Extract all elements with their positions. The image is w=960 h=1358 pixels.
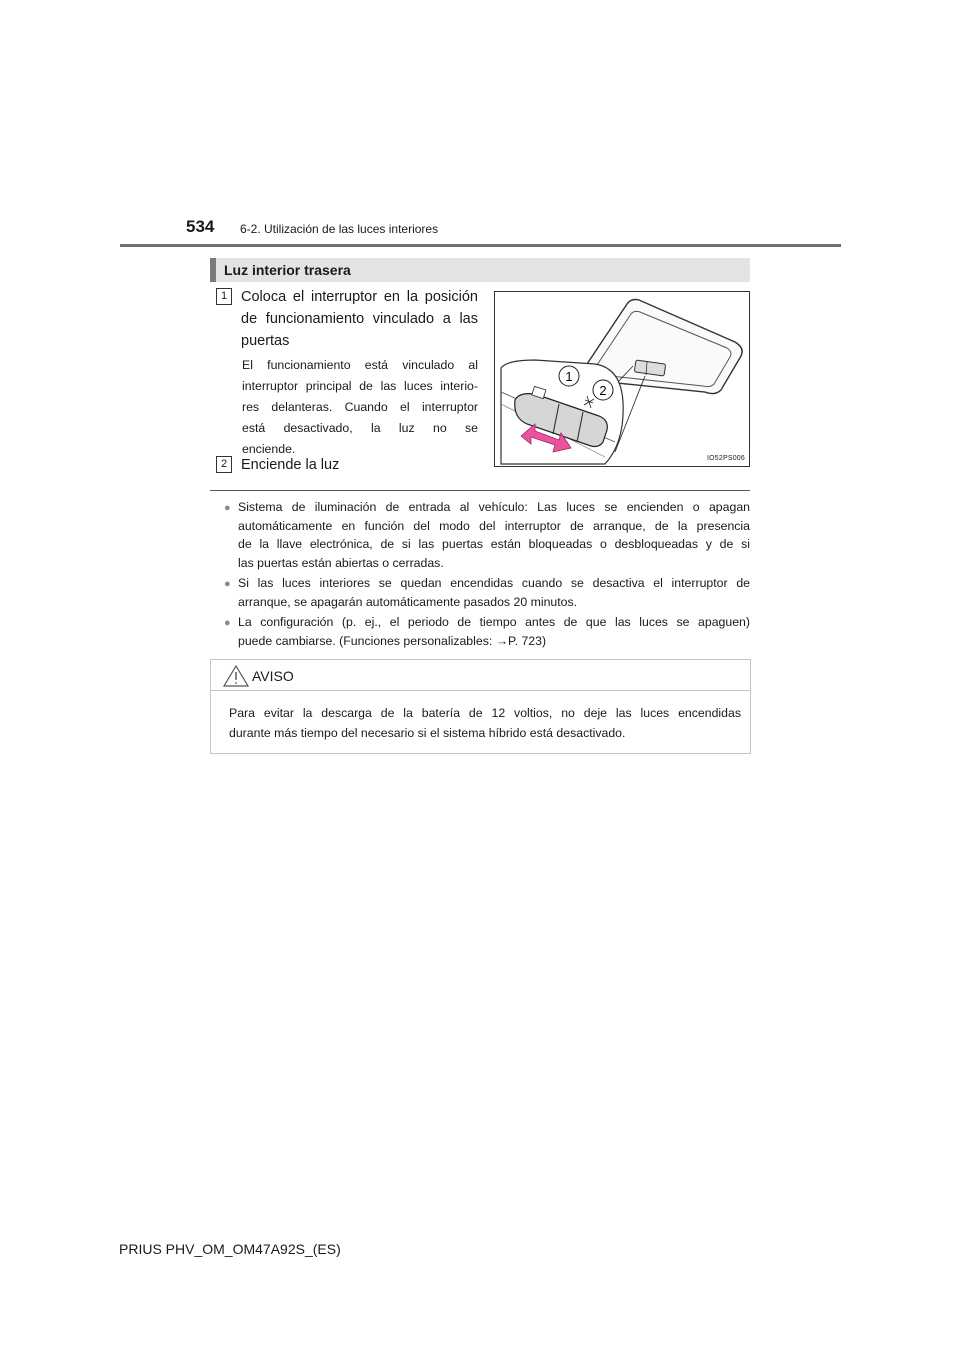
warning-line: Para evitar la descarga de la batería de 12 voltios, no deje las luces encendidas xyxy=(229,706,741,720)
warning-text xyxy=(229,703,741,743)
notes-rule xyxy=(210,490,750,491)
note-text xyxy=(238,613,750,650)
illustration-rear-interior-light xyxy=(494,291,750,467)
bullet-icon: ● xyxy=(224,502,231,514)
sub-heading xyxy=(210,258,750,282)
step-1-title-line: puertas xyxy=(241,333,290,349)
step-1-desc-line: enciende. xyxy=(242,442,296,456)
step-1-desc-line: El funcionamiento está vinculado al xyxy=(242,358,478,372)
note-text xyxy=(238,574,750,611)
step-2-title: Enciende la luz xyxy=(241,457,340,473)
note-line: automáticamente en función del modo del interruptor de arranque, de la presencia xyxy=(238,518,750,533)
note-line: de la llave electrónica, de si las puertas están bloqueadas o desbloqueadas y de si xyxy=(238,537,750,551)
warning-box xyxy=(210,659,751,754)
sub-heading-bar xyxy=(210,258,216,282)
note-line: puede cambiarse. (Funciones personalizables: →P. 723) xyxy=(238,633,547,648)
step-1-title-line: de funcionamiento vinculado a las xyxy=(241,311,478,327)
page-number: 534 xyxy=(186,217,215,236)
warning-label: AVISO xyxy=(252,668,294,684)
step-number-1: 1 xyxy=(216,288,232,305)
callout-1-label: 1 xyxy=(565,369,573,384)
warning-triangle-icon xyxy=(223,665,249,687)
sub-heading-text: Luz interior trasera xyxy=(224,262,351,278)
step-1-title-line: Coloca el interruptor en la posición xyxy=(241,289,478,305)
note-item xyxy=(224,498,750,572)
note-line: arranque, se apagarán automáticamente pasados 20 minutos. xyxy=(238,594,578,609)
note-line: las puertas están abiertas o cerradas. xyxy=(238,555,444,570)
step-1-desc-line: está desactivado, la luz no se xyxy=(242,421,478,435)
note-item xyxy=(224,613,750,650)
note-line: La configuración (p. ej., el periodo de tiempo antes de que las luces se apaguen) xyxy=(238,615,750,629)
header-rule xyxy=(120,244,841,247)
section-title: 6-2. Utilización de las luces interiores xyxy=(240,222,439,236)
callout-2-label: 2 xyxy=(599,383,607,398)
bullet-icon: ● xyxy=(224,578,231,590)
note-line: Sistema de iluminación de entrada al vehículo: Las luces se encienden o apagan xyxy=(238,500,750,514)
note-item xyxy=(224,574,750,611)
illustration-drawing xyxy=(495,292,749,466)
note-text xyxy=(238,498,750,572)
warning-line: durante más tiempo del necesario si el sistema híbrido está desactivado. xyxy=(229,726,626,740)
note-line: Si las luces interiores se quedan encendidas cuando se desactiva el interruptor de xyxy=(238,576,750,590)
step-number-2: 2 xyxy=(216,456,232,473)
illustration-code: IO52PS006 xyxy=(707,455,745,462)
bullet-icon: ● xyxy=(224,617,231,629)
footer-code: PRIUS PHV_OM_OM47A92S_(ES) xyxy=(119,1241,341,1257)
step-1-description xyxy=(242,355,478,460)
step-1-title xyxy=(241,286,478,352)
warning-header xyxy=(211,660,750,691)
step-1-desc-line: interruptor principal de las luces interio- xyxy=(242,379,478,393)
step-1-desc-line: res delanteras. Cuando el interruptor xyxy=(242,400,478,414)
